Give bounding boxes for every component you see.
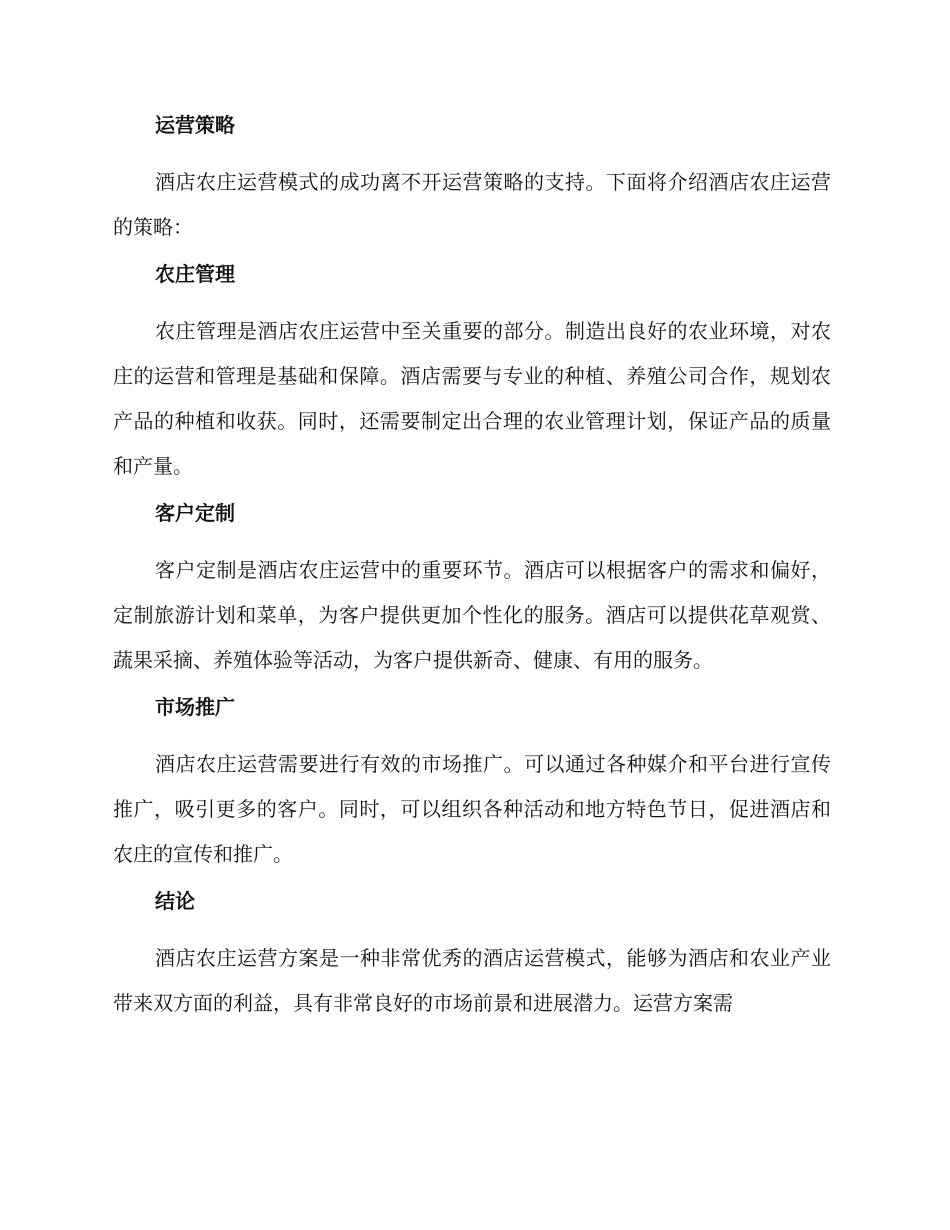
- section-heading: 农庄管理: [155, 262, 235, 286]
- section-farm-management: [113, 259, 831, 489]
- section-heading: 运营策略: [155, 113, 235, 137]
- section-marketing: [113, 692, 831, 877]
- section-customization: [113, 498, 831, 683]
- section-paragraph: 农庄管理是酒店农庄运营中至关重要的部分。制造出良好的农业环境，对农庄的运营和管理是基础和保障。酒店需要与专业的种植、养殖公司合作，规划农产品的种植和收获。同时，还需要制定出合理的农业管理计划，保证产品的质量和产量。: [113, 319, 831, 478]
- section-paragraph: 酒店农庄运营方案是一种非常优秀的酒店运营模式，能够为酒店和农业产业带来双方面的利益，具有非常良好的市场前景和进展潜力。运营方案需: [113, 946, 831, 1015]
- section-heading: 结论: [155, 889, 195, 913]
- section-strategy: [113, 110, 831, 250]
- section-paragraph: 酒店农庄运营需要进行有效的市场推广。可以通过各种媒介和平台进行宣传推广，吸引更多的客户。同时，可以组织各种活动和地方特色节日，促进酒店和农庄的宣传和推广。: [113, 752, 831, 866]
- section-heading: 客户定制: [155, 501, 235, 525]
- document-page: [113, 110, 831, 1035]
- section-paragraph: 酒店农庄运营模式的成功离不开运营策略的支持。下面将介绍酒店农庄运营的策略：: [113, 170, 831, 239]
- section-paragraph: 客户定制是酒店农庄运营中的重要环节。酒店可以根据客户的需求和偏好，定制旅游计划和菜单，为客户提供更加个性化的服务。酒店可以提供花草观赏、蔬果采摘、养殖体验等活动，为客户提供新奇、健康、有用的服务。: [113, 558, 831, 672]
- section-heading: 市场推广: [155, 695, 235, 719]
- section-conclusion: [113, 886, 831, 1026]
